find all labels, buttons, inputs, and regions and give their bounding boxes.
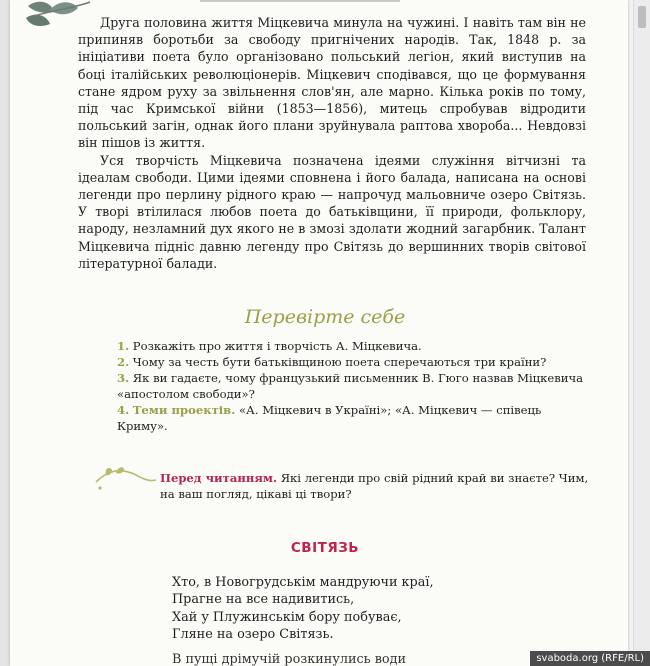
question-text: Розкажіть про життя і творчість А. Міцкевича. bbox=[132, 339, 422, 353]
source-watermark: svaboda.org (RFE/RL) bbox=[530, 651, 650, 666]
questions-list bbox=[117, 338, 587, 434]
scrollbar-thumb[interactable] bbox=[638, 6, 646, 28]
check-yourself-title: Перевірте себе bbox=[244, 306, 406, 328]
question-text: Чому за честь бути батьківщиною поета сперечаються три країни? bbox=[132, 355, 547, 369]
question-item bbox=[117, 370, 587, 402]
paragraph-2: Уся творчість Міцкевича позначена ідеями служіння вітчизні та ідеалам свободи. Цими ідеями сповнена і його балада, написана на основі легенди про перлину рідного краю — напрочуд мальовниче озеро Світязь. У творі втілилася любов поета до батьківщини, її природи, фольклору, народу, незламний дух якого не в змозі здолати жодний загарбник. Талант Міцкевича підніс давню легенду про Світязь до вершинних творів світової літературної балади. bbox=[78, 152, 586, 271]
vine-ornament-icon bbox=[94, 464, 158, 494]
poem-title: СВІТЯЗЬ bbox=[290, 540, 360, 556]
poem-line: Прагне на все надивитись, bbox=[172, 592, 355, 608]
question-item bbox=[117, 354, 587, 370]
vertical-scrollbar[interactable] bbox=[633, 0, 650, 666]
poem-line: Хто, в Новогрудськім мандруючи краї, bbox=[172, 575, 434, 590]
before-reading-block bbox=[160, 470, 590, 502]
before-reading-text: Які легенди про свій рідний край ви знаєте? Чим, на ваш погляд, цікаві ці твори? bbox=[160, 471, 589, 501]
poem-line: Гляне на озеро Світязь. bbox=[172, 626, 334, 642]
question-number: 3. bbox=[117, 371, 130, 385]
before-reading-label: Перед читанням. bbox=[160, 471, 277, 485]
projects-label: Теми проектів. bbox=[132, 403, 236, 417]
header-rule bbox=[200, 0, 400, 2]
question-item bbox=[117, 338, 587, 354]
question-number: 2. bbox=[117, 355, 130, 369]
question-text: Як ви гадаєте, чому французький письменник В. Гюго назвав Міцкевича «апостолом свободи»? bbox=[117, 371, 584, 401]
poem-stanza bbox=[172, 574, 592, 643]
main-text bbox=[78, 14, 586, 272]
paragraph-1: Друга половина життя Міцкевича минула на чужині. І навіть там він не припиняв боротьби за свободу пригнічених народів. Так, 1848 р. за ініціативи поета було організовано польський легіон, який виступив на боці італійських революціонерів. Міцкевич сподівався, що це формування стане ядром руху за звільнення слов'ян, але марно. Кілька років по тому, під час Кримської війни (1853—1856), митець спробував відродити польський загін, однак його плани зруйнувала раптова хвороба... Невдовзі він пішов із життя. bbox=[78, 15, 586, 151]
question-number: 1. bbox=[117, 339, 130, 353]
projects-text: «А. Міцкевич в Україні»; «А. Міцкевич — співець Криму». bbox=[117, 403, 542, 433]
poem-line: Хай у Плужинськім бору побуває, bbox=[172, 609, 402, 625]
viewer-background-left bbox=[0, 0, 10, 666]
question-item bbox=[117, 402, 587, 434]
question-number: 4. bbox=[117, 403, 130, 417]
poem-cutoff-line: В пущі дрімучій розкинулись води bbox=[172, 652, 407, 666]
